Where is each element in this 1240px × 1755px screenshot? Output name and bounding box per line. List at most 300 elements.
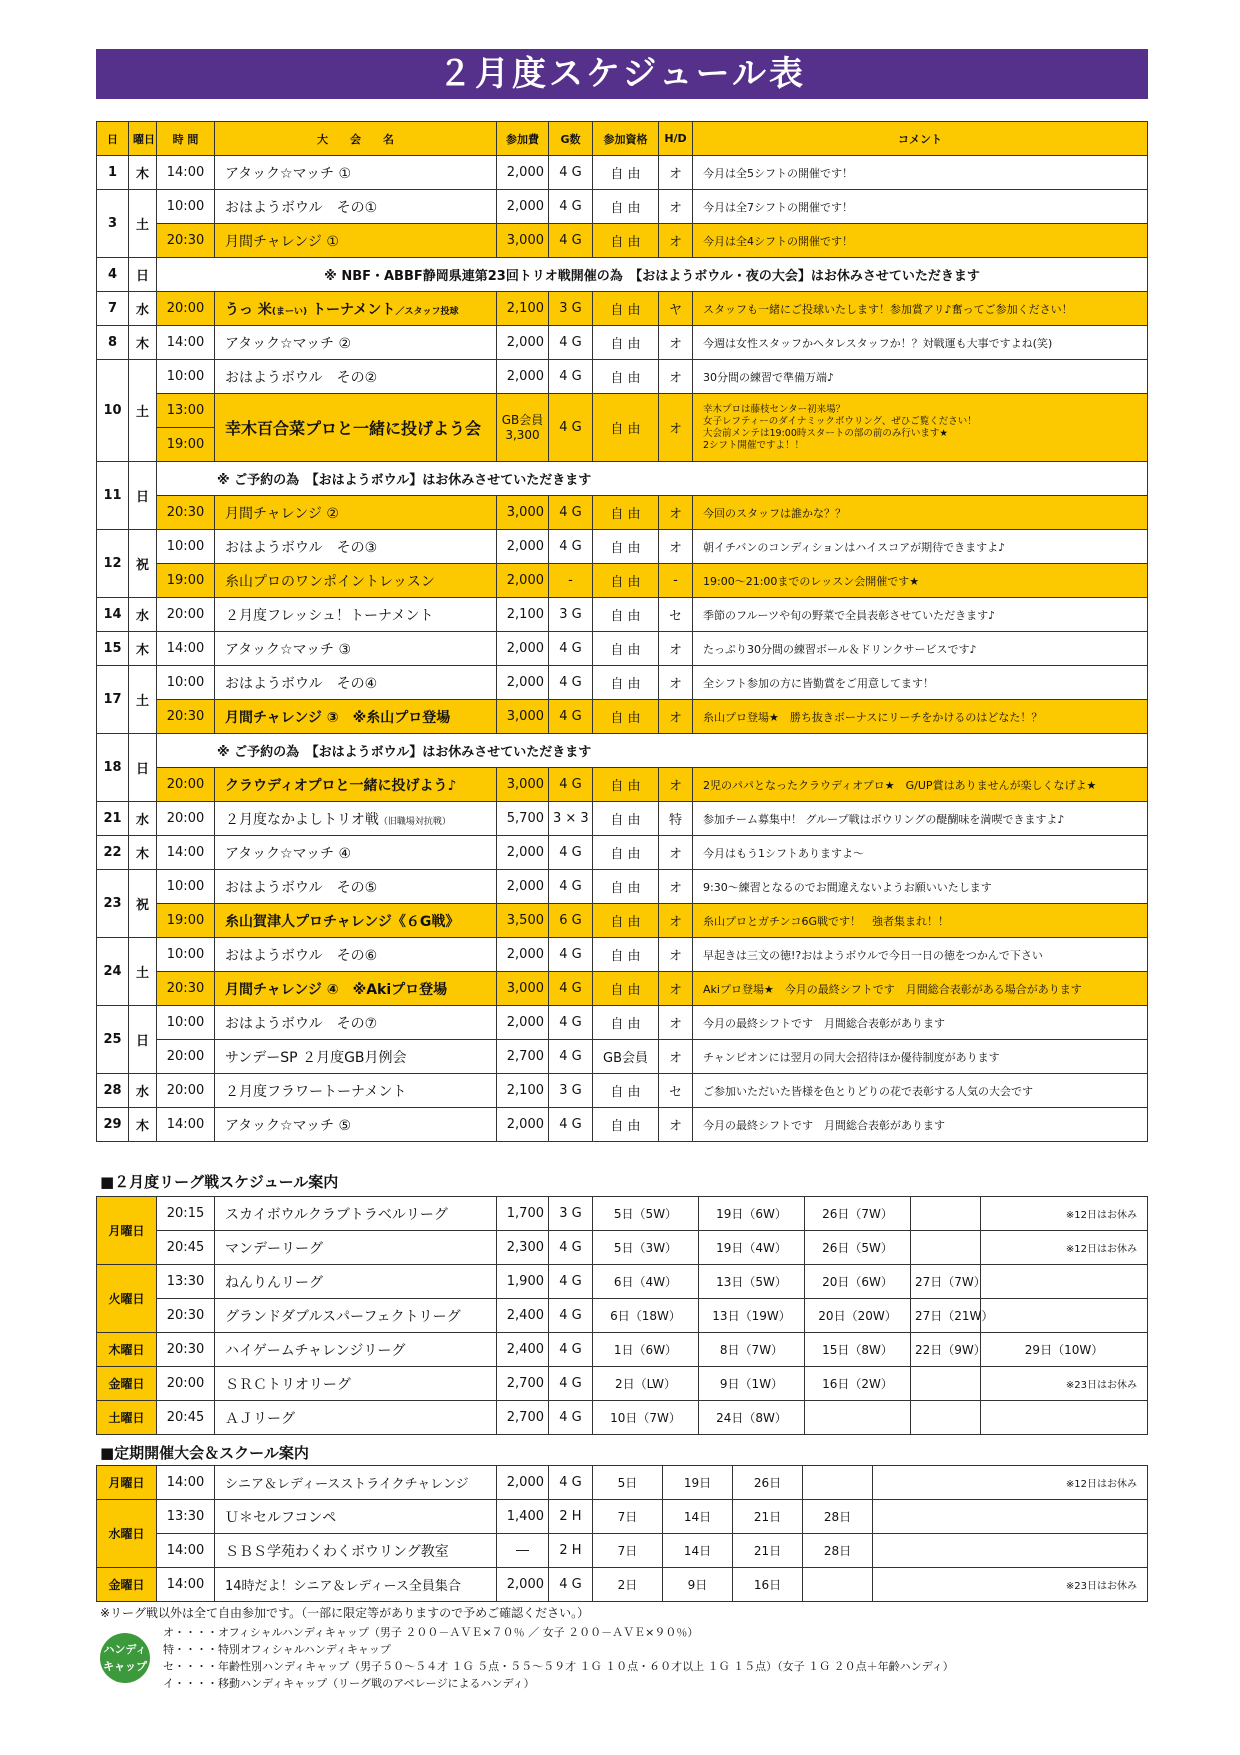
event-name: 月間チャレンジ ④ ※Akiプロ登場 — [215, 972, 497, 1006]
dow-cell: 木 — [129, 1108, 157, 1142]
time-cell: 10:00 — [157, 870, 215, 904]
fee-cell: 2,000 — [497, 530, 549, 564]
comment-cell: 30分間の練習で準備万端♪ — [693, 360, 1148, 394]
weekday-cell: 月曜日 — [97, 1466, 157, 1500]
school-date: 9日 — [663, 1568, 733, 1602]
dow-cell: 水 — [129, 598, 157, 632]
games-cell: 4 G — [549, 836, 593, 870]
closure-note: ※ ご予約の為 【おはようボウル】はお休みさせていただきます — [157, 734, 1148, 768]
table-row — [97, 292, 1148, 326]
date-cell: 1 — [97, 156, 129, 190]
league-table — [96, 1196, 1148, 1435]
games-cell: 6 G — [549, 904, 593, 938]
comment-line: 女子レフティーのダイナミックボウリング、ぜひご覧ください！ — [703, 415, 977, 427]
time-cell: 14:00 — [157, 156, 215, 190]
comment-cell: 今月は全7シフトの開催です！ — [693, 190, 1148, 224]
table-row — [97, 666, 1148, 700]
league-name: ＳＲＣトリオリーグ — [215, 1367, 497, 1401]
qual-cell: 自 由 — [593, 326, 659, 360]
fee-cell: 2,700 — [497, 1040, 549, 1074]
league-date: 9日（1W） — [699, 1367, 805, 1401]
comment-cell: 朝イチバンのコンディションはハイスコアが期待できますよ♪ — [693, 530, 1148, 564]
rest-note — [981, 1401, 1148, 1435]
fee-cell: 2,000 — [497, 666, 549, 700]
table-row — [97, 496, 1148, 530]
time-cell: 20:30 — [157, 1299, 215, 1333]
header-cell: 日 — [97, 122, 129, 156]
date-cell: 24 — [97, 938, 129, 1006]
table-row — [97, 394, 1148, 428]
school-date: 14日 — [663, 1500, 733, 1534]
event-name: 月間チャレンジ ① — [215, 224, 497, 258]
table-row — [97, 190, 1148, 224]
date-cell: 18 — [97, 734, 129, 802]
hd-cell: オ — [659, 156, 693, 190]
league-date: 15日（8W） — [805, 1333, 911, 1367]
time-cell: 14:00 — [157, 326, 215, 360]
games-cell: 3 G — [549, 1074, 593, 1108]
weekday-cell: 金曜日 — [97, 1367, 157, 1401]
fee-cell: 2,000 — [497, 156, 549, 190]
games-cell: 3 G — [549, 598, 593, 632]
games-cell: 4 G — [549, 1568, 593, 1602]
dow-cell: 土 — [129, 938, 157, 1006]
school-date: 21日 — [733, 1500, 803, 1534]
hd-cell: - — [659, 564, 693, 598]
comment-cell: 糸山プロ登場★ 勝ち抜きボーナスにリーチをかけるのはどなた！？ — [693, 700, 1148, 734]
league-date: 26日（5W） — [805, 1231, 911, 1265]
league-date: 5日（5W） — [593, 1197, 699, 1231]
comment-cell: 今月はもう1シフトありますよ～ — [693, 836, 1148, 870]
table-row — [97, 938, 1148, 972]
school-date: 7日 — [593, 1500, 663, 1534]
fee-cell: 3,000 — [497, 224, 549, 258]
dow-cell: 水 — [129, 1074, 157, 1108]
event-name: おはようボウル その④ — [215, 666, 497, 700]
dow-cell: 木 — [129, 326, 157, 360]
table-row — [97, 156, 1148, 190]
qual-cell: 自 由 — [593, 564, 659, 598]
comment-cell: たっぷり30分間の練習ボール＆ドリンクサービスです♪ — [693, 632, 1148, 666]
hd-cell: セ — [659, 1074, 693, 1108]
time-cell: 20:30 — [157, 224, 215, 258]
time-cell: 20:00 — [157, 1367, 215, 1401]
handicap-line: 特・・・・特別オフィシャルハンディキャップ — [163, 1643, 391, 1656]
games-cell: 2 H — [549, 1500, 593, 1534]
games-cell: 4 G — [549, 530, 593, 564]
rest-note — [981, 1299, 1148, 1333]
event-name: アタック☆マッチ ④ — [215, 836, 497, 870]
event-name: サンデーSP ２月度GB月例会 — [215, 1040, 497, 1074]
handicap-line: イ・・・・移動ハンディキャップ（リーグ戦のアベレージによるハンディ） — [163, 1677, 535, 1690]
event-name: アタック☆マッチ ② — [215, 326, 497, 360]
header-cell: 参加資格 — [593, 122, 659, 156]
fee-cell: 3,000 — [497, 768, 549, 802]
table-row — [97, 462, 1148, 496]
hd-cell: オ — [659, 1040, 693, 1074]
fee-cell: 1,700 — [497, 1197, 549, 1231]
rest-note: ※12日はお休み — [981, 1231, 1148, 1265]
event-name-note: （旧職場対抗戦） — [378, 816, 451, 827]
table-row — [97, 1040, 1148, 1074]
games-cell: 4 G — [549, 360, 593, 394]
comment-cell: 参加チーム募集中！ グループ戦はボウリングの醍醐味を満喫できますよ♪ — [693, 802, 1148, 836]
table-row — [97, 326, 1148, 360]
event-name: おはようボウル その⑦ — [215, 1006, 497, 1040]
dow-cell: 木 — [129, 836, 157, 870]
fee-value: 3,300 — [505, 427, 540, 442]
league-name: マンデーリーグ — [215, 1231, 497, 1265]
table-row — [97, 870, 1148, 904]
date-cell: 10 — [97, 360, 129, 462]
table-row — [97, 530, 1148, 564]
table-row — [97, 700, 1148, 734]
time-cell: 20:30 — [157, 972, 215, 1006]
fee-cell: 1,400 — [497, 1500, 549, 1534]
qual-cell: 自 由 — [593, 700, 659, 734]
school-date — [803, 1466, 873, 1500]
header-cell: 時 間 — [157, 122, 215, 156]
fee-cell: 2,000 — [497, 1108, 549, 1142]
closure-note: ※ NBF・ABBF静岡県連第23回トリオ戦開催の為 【おはようボウル・夜の大会】はお休みさせていただきます — [157, 258, 1148, 292]
fee-cell: 2,000 — [497, 326, 549, 360]
league-name: ハイゲームチャレンジリーグ — [215, 1333, 497, 1367]
league-date: 20日（20W） — [805, 1299, 911, 1333]
games-cell: 4 G — [549, 938, 593, 972]
event-name-main: ２月度なかよしトリオ戦 — [225, 811, 379, 828]
time-cell: 20:00 — [157, 1040, 215, 1074]
fee-cell: 2,000 — [497, 1466, 549, 1500]
dow-cell: 土 — [129, 666, 157, 734]
comment-cell: ご参加いただいた皆様を色とりどりの花で表彰する人気の大会です — [693, 1074, 1148, 1108]
comment-cell: スタッフも一緒にご投球いたします！参加賞アリ♪奮ってご参加ください！ — [693, 292, 1148, 326]
header-cell: 曜日 — [129, 122, 157, 156]
games-cell: 3 × 3 — [549, 802, 593, 836]
fee-cell: 3,000 — [497, 496, 549, 530]
table-row — [97, 802, 1148, 836]
qual-cell: 自 由 — [593, 292, 659, 326]
table-row — [97, 1568, 1148, 1602]
table-row — [97, 1006, 1148, 1040]
league-date: 2日（LW） — [593, 1367, 699, 1401]
league-date: 6日（18W） — [593, 1299, 699, 1333]
school-name: Ｕ＊セルフコンペ — [215, 1500, 497, 1534]
school-date: 21日 — [733, 1534, 803, 1568]
games-cell: 4 G — [549, 496, 593, 530]
hd-cell: オ — [659, 938, 693, 972]
hd-cell: オ — [659, 530, 693, 564]
hd-cell: オ — [659, 870, 693, 904]
table-row — [97, 1299, 1148, 1333]
school-date: 19日 — [663, 1466, 733, 1500]
league-date: 13日（5W） — [699, 1265, 805, 1299]
time-cell: 13:30 — [157, 1500, 215, 1534]
league-date: 27日（21W） — [911, 1299, 981, 1333]
dow-cell: 日 — [129, 258, 157, 292]
date-cell: 4 — [97, 258, 129, 292]
comment-cell: 今月は全4シフトの開催です！ — [693, 224, 1148, 258]
league-name: ＡＪリーグ — [215, 1401, 497, 1435]
dow-cell: 水 — [129, 292, 157, 326]
qual-cell: 自 由 — [593, 394, 659, 462]
comment-cell: 今月の最終シフトです 月間総合表彰があります — [693, 1006, 1148, 1040]
games-cell: - — [549, 564, 593, 598]
comment-cell: 全シフト参加の方に皆勤賞をご用意してます！ — [693, 666, 1148, 700]
league-date: 26日（7W） — [805, 1197, 911, 1231]
school-name: 14時だよ！シニア＆レディース全員集合 — [215, 1568, 497, 1602]
hd-cell: オ — [659, 700, 693, 734]
date-cell: 14 — [97, 598, 129, 632]
school-name: シニア＆レディースストライクチャレンジ — [215, 1466, 497, 1500]
header-cell: H/D — [659, 122, 693, 156]
fee-cell: 2,100 — [497, 292, 549, 326]
time-cell: 19:00 — [157, 428, 215, 462]
time-cell: 14:00 — [157, 1108, 215, 1142]
event-name — [215, 802, 497, 836]
league-date: 22日（9W） — [911, 1333, 981, 1367]
league-date: 5日（3W） — [593, 1231, 699, 1265]
handicap-line: オ・・・・オフィシャルハンディキャップ（男子 ２００－ＡＶＥ×７０％ ／ 女子 ２００－ＡＶＥ×９０％） — [163, 1626, 699, 1639]
table-header — [97, 122, 1148, 156]
league-date: 19日（6W） — [699, 1197, 805, 1231]
rest-note — [873, 1534, 1148, 1568]
league-name: スカイボウルクラブトラベルリーグ — [215, 1197, 497, 1231]
qual-cell: 自 由 — [593, 190, 659, 224]
time-cell: 19:00 — [157, 564, 215, 598]
qual-cell: 自 由 — [593, 1108, 659, 1142]
qual-cell: 自 由 — [593, 1006, 659, 1040]
fee-cell: 2,000 — [497, 190, 549, 224]
badge-line: ハンディ — [103, 1643, 147, 1656]
comment-cell: 季節のフルーツや旬の野菜で全員表彰させていただきます♪ — [693, 598, 1148, 632]
school-date: 2日 — [593, 1568, 663, 1602]
time-cell: 14:00 — [157, 632, 215, 666]
comment-cell: チャンピオンには翌月の同大会招待ほか優待制度があります — [693, 1040, 1148, 1074]
dow-cell: 祝 — [129, 530, 157, 598]
time-cell: 20:00 — [157, 292, 215, 326]
page-title: ２月度スケジュール表 — [96, 49, 1148, 99]
weekday-cell: 木曜日 — [97, 1333, 157, 1367]
fee-cell: 3,500 — [497, 904, 549, 938]
event-name: おはようボウル その③ — [215, 530, 497, 564]
time-cell: 14:00 — [157, 1568, 215, 1602]
qual-cell: 自 由 — [593, 360, 659, 394]
event-name: おはようボウル その② — [215, 360, 497, 394]
comment-cell: 今月は全5シフトの開催です！ — [693, 156, 1148, 190]
time-cell: 10:00 — [157, 938, 215, 972]
league-name: ねんりんリーグ — [215, 1265, 497, 1299]
event-name: 月間チャレンジ ③ ※糸山プロ登場 — [215, 700, 497, 734]
league-date: 13日（19W） — [699, 1299, 805, 1333]
school-table — [96, 1465, 1148, 1602]
league-date: 24日（8W） — [699, 1401, 805, 1435]
hd-cell: セ — [659, 598, 693, 632]
games-cell: 4 G — [549, 1040, 593, 1074]
league-date — [805, 1401, 911, 1435]
table-row — [97, 360, 1148, 394]
fee-cell: 2,700 — [497, 1367, 549, 1401]
comment-cell — [693, 394, 1148, 462]
time-cell: 20:00 — [157, 768, 215, 802]
comment-line: 2シフト開催ですよ！！ — [703, 439, 805, 451]
fee-cell: 2,000 — [497, 1568, 549, 1602]
qual-cell: 自 由 — [593, 938, 659, 972]
league-date: 1日（6W） — [593, 1333, 699, 1367]
date-cell: 25 — [97, 1006, 129, 1074]
school-date: 28日 — [803, 1500, 873, 1534]
games-cell: 4 G — [549, 394, 593, 462]
school-date: 14日 — [663, 1534, 733, 1568]
event-name: 月間チャレンジ ② — [215, 496, 497, 530]
rest-note: ※23日はお休み — [873, 1568, 1148, 1602]
qual-cell: 自 由 — [593, 598, 659, 632]
fee-cell: 2,100 — [497, 1074, 549, 1108]
dow-cell: 日 — [129, 1006, 157, 1074]
hd-cell: オ — [659, 394, 693, 462]
rest-note: ※12日はお休み — [873, 1466, 1148, 1500]
fee-cell: 3,000 — [497, 972, 549, 1006]
dow-cell: 水 — [129, 802, 157, 836]
date-cell: 3 — [97, 190, 129, 258]
qual-cell: 自 由 — [593, 972, 659, 1006]
qual-cell: 自 由 — [593, 156, 659, 190]
event-name: 糸山プロのワンポイントレッスン — [215, 564, 497, 598]
school-date: 7日 — [593, 1534, 663, 1568]
time-cell: 20:00 — [157, 802, 215, 836]
time-cell: 20:45 — [157, 1401, 215, 1435]
header-cell: 参加費 — [497, 122, 549, 156]
event-name: アタック☆マッチ ⑤ — [215, 1108, 497, 1142]
comment-cell: 糸山プロとガチンコ6G戦です！ 強者集まれ！！ — [693, 904, 1148, 938]
weekday-cell: 金曜日 — [97, 1568, 157, 1602]
dow-cell: 木 — [129, 156, 157, 190]
date-cell: 28 — [97, 1074, 129, 1108]
event-name: 糸山賀津人プロチャレンジ《６G戦》 — [215, 904, 497, 938]
qual-cell: 自 由 — [593, 632, 659, 666]
fee-cell: 2,400 — [497, 1333, 549, 1367]
games-cell: 4 G — [549, 1006, 593, 1040]
time-cell: 10:00 — [157, 190, 215, 224]
games-cell: 4 G — [549, 632, 593, 666]
qual-cell: 自 由 — [593, 768, 659, 802]
games-cell: 4 G — [549, 190, 593, 224]
league-date: 6日（4W） — [593, 1265, 699, 1299]
closure-note: ※ ご予約の為 【おはようボウル】はお休みさせていただきます — [157, 462, 1148, 496]
hd-cell: オ — [659, 768, 693, 802]
qual-cell: 自 由 — [593, 836, 659, 870]
comment-cell: 今週は女性スタッフかヘタレスタッフか！？対戦運も大事ですよね(笑) — [693, 326, 1148, 360]
fee-cell: 2,000 — [497, 360, 549, 394]
weekday-cell: 土曜日 — [97, 1401, 157, 1435]
games-cell: 4 G — [549, 1333, 593, 1367]
qual-cell: 自 由 — [593, 496, 659, 530]
qual-cell: 自 由 — [593, 870, 659, 904]
hd-cell: オ — [659, 224, 693, 258]
hd-cell: ヤ — [659, 292, 693, 326]
event-name-suffix: トーナメント — [307, 301, 396, 318]
time-cell: 20:15 — [157, 1197, 215, 1231]
time-cell: 20:45 — [157, 1231, 215, 1265]
table-row — [97, 1197, 1148, 1231]
fee-cell: 3,000 — [497, 700, 549, 734]
fee-cell — [497, 394, 549, 462]
games-cell: 4 G — [549, 224, 593, 258]
comment-line: 幸木プロは藤枝センター初来場？ — [703, 403, 846, 415]
dow-cell: 祝 — [129, 870, 157, 938]
fee-cell: 5,700 — [497, 802, 549, 836]
fee-cell: 2,000 — [497, 564, 549, 598]
date-cell: 12 — [97, 530, 129, 598]
comment-cell: 9:30～練習となるのでお間違えないようお願いいたします — [693, 870, 1148, 904]
time-cell: 14:00 — [157, 836, 215, 870]
games-cell: 4 G — [549, 870, 593, 904]
league-name: グランドダブルスパーフェクトリーグ — [215, 1299, 497, 1333]
time-cell: 20:30 — [157, 700, 215, 734]
fee-cell: 2,000 — [497, 1006, 549, 1040]
fee-label: GB会員 — [501, 412, 544, 427]
header-cell: G数 — [549, 122, 593, 156]
weekday-cell: 月曜日 — [97, 1197, 157, 1265]
table-row — [97, 564, 1148, 598]
time-cell: 13:30 — [157, 1265, 215, 1299]
fee-cell: ― — [497, 1534, 549, 1568]
hd-cell: オ — [659, 632, 693, 666]
table-row — [97, 258, 1148, 292]
school-date: 5日 — [593, 1466, 663, 1500]
hd-cell: オ — [659, 904, 693, 938]
event-name-note: ／スタッフ投球 — [395, 306, 459, 317]
time-cell: 13:00 — [157, 394, 215, 428]
table-row — [97, 1231, 1148, 1265]
table-row — [97, 1367, 1148, 1401]
date-cell: 7 — [97, 292, 129, 326]
event-name — [215, 292, 497, 326]
fee-cell: 2,700 — [497, 1401, 549, 1435]
hd-cell: 特 — [659, 802, 693, 836]
event-name-reading: (まーい) — [271, 306, 308, 317]
time-cell: 10:00 — [157, 360, 215, 394]
table-row — [97, 224, 1148, 258]
table-row — [97, 1265, 1148, 1299]
comment-cell: Akiプロ登場★ 今月の最終シフトです 月間総合表彰がある場合があります — [693, 972, 1148, 1006]
fee-cell: 2,000 — [497, 938, 549, 972]
table-row — [97, 1333, 1148, 1367]
fee-cell: 2,300 — [497, 1231, 549, 1265]
games-cell: 4 G — [549, 1231, 593, 1265]
qual-cell: GB会員 — [593, 1040, 659, 1074]
table-row — [97, 1108, 1148, 1142]
qual-cell: 自 由 — [593, 1074, 659, 1108]
time-cell: 10:00 — [157, 1006, 215, 1040]
table-row — [97, 1534, 1148, 1568]
league-date — [911, 1367, 981, 1401]
comment-cell: 早起きは三文の徳!?おはようボウルで今日一日の徳をつかんで下さい — [693, 938, 1148, 972]
hd-cell: オ — [659, 666, 693, 700]
date-cell: 29 — [97, 1108, 129, 1142]
table-row — [97, 1500, 1148, 1534]
games-cell: 4 G — [549, 666, 593, 700]
event-name: おはようボウル その⑤ — [215, 870, 497, 904]
table-row — [97, 1466, 1148, 1500]
league-date: 19日（4W） — [699, 1231, 805, 1265]
dow-cell: 日 — [129, 734, 157, 802]
event-name: アタック☆マッチ ① — [215, 156, 497, 190]
weekday-cell: 水曜日 — [97, 1500, 157, 1568]
footer-note: ※リーグ戦以外は全て自由参加です。（一部に限定等がありますので予めご確認ください。） — [100, 1606, 590, 1620]
games-cell: 3 G — [549, 292, 593, 326]
fee-cell: 2,000 — [497, 836, 549, 870]
header-cell: コメント — [693, 122, 1148, 156]
